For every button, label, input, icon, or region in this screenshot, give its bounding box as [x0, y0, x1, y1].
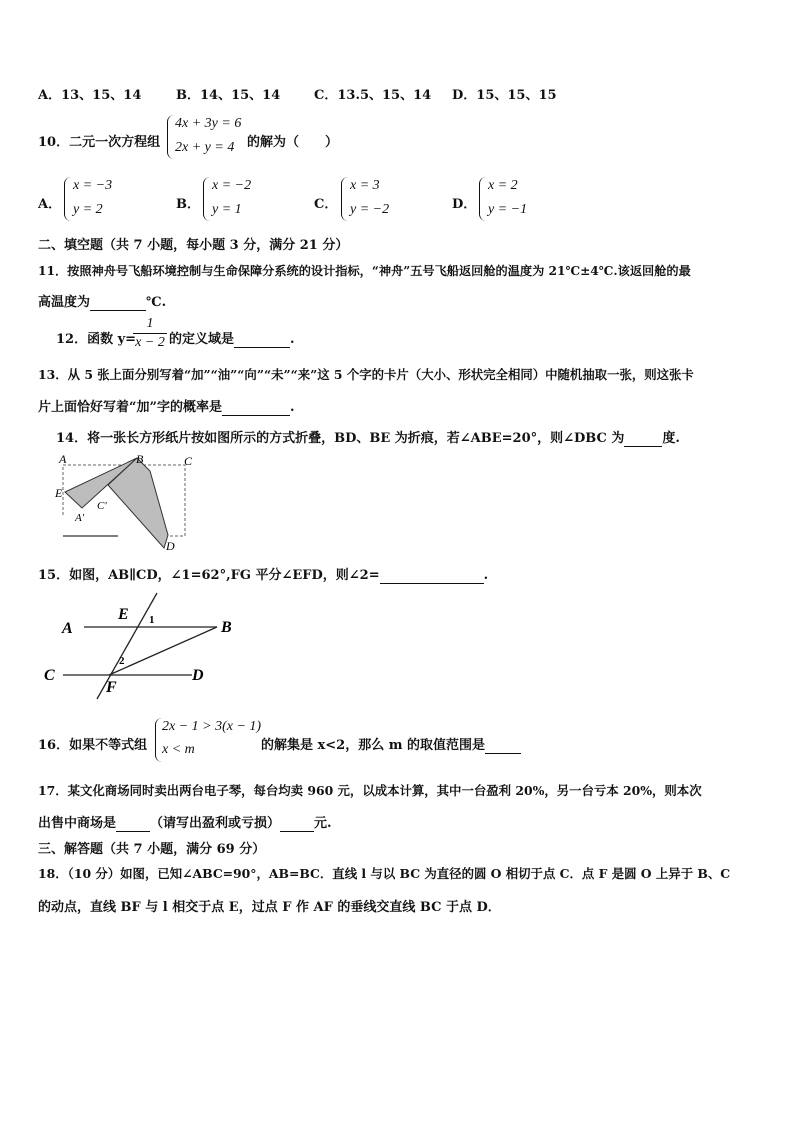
- q10-option-d-brace: [479, 177, 486, 221]
- q12-fraction: [133, 316, 167, 351]
- q16-suffix: 的解集是 x<2，那么 m 的取值范围是: [261, 738, 486, 753]
- q12-prefix: 12．函数 y=: [56, 332, 137, 347]
- q9-option-a: A．13、15、14: [38, 88, 142, 103]
- q10-option-a-eq1: x = −3: [73, 178, 113, 193]
- q12-denominator: x − 2: [135, 335, 165, 350]
- fig15-label-a: A: [62, 620, 73, 637]
- q9-option-b: B．14、15、14: [176, 88, 281, 103]
- q18-line1: 18．（10 分）如图，已知∠ABC=90°，AB=BC．直线 l 与以 BC 为直径的圆 O 相切于点 C．点 F 是圆 O 上异于 B、C: [38, 866, 731, 881]
- q10-brace: [167, 115, 174, 159]
- fig14-label-a: A: [59, 452, 67, 466]
- q13-line2-text: 片上面恰好写着“加”字的概率是: [38, 400, 222, 415]
- q11-line1: 11．按照神舟号飞船环境控制与生命保障分系统的设计指标，“神舟”五号飞船返回舱的温度为 21℃±4℃.该返回舱的最: [38, 264, 691, 278]
- q10-prefix: 10．二元一次方程组: [38, 135, 161, 150]
- q14-text: [56, 427, 680, 447]
- q9-option-c: C．13.5、15、14: [314, 88, 432, 103]
- fig15-label-e: E: [118, 606, 129, 623]
- fig14-label-e: E: [55, 486, 63, 500]
- q13-line1: 13．从 5 张上面分别写着“加”“油”“向”“未”“来”这 5 个字的卡片（大小、形状完全相同）中随机抽取一张，则这张卡: [38, 367, 694, 382]
- q9-option-d: D．15、15、15: [452, 88, 557, 103]
- q16-eq1: 2x − 1 > 3(x − 1): [162, 719, 262, 734]
- q16-brace: [155, 718, 162, 762]
- q11-unit: ℃.: [146, 295, 167, 310]
- q14-unit: 度.: [662, 431, 680, 446]
- q10-option-c-brace: [341, 177, 348, 221]
- q13-answer-blank: [222, 400, 290, 416]
- fig14-label-c-prime: C′: [97, 500, 107, 512]
- q17-line2: [38, 812, 332, 832]
- q10-option-d-eq1: x = 2: [488, 178, 518, 193]
- q15-answer-blank: [380, 568, 484, 584]
- q10-option-a-eq2: y = 2: [73, 202, 103, 217]
- q12-suffix: 的定义域是: [169, 332, 235, 347]
- q10-option-c-eq1: x = 3: [350, 178, 380, 193]
- q10-option-a-label: A．: [38, 197, 62, 212]
- q12-answer-blank: [234, 332, 290, 348]
- fig14-folding-diagram: [50, 449, 200, 559]
- q14-answer-blank: [624, 431, 662, 447]
- fig14-label-c: C: [184, 454, 193, 468]
- q16-suffix-line: [261, 734, 521, 754]
- q12-suffix-line: [169, 328, 295, 348]
- q15-question: 15．如图，AB∥CD，∠1=62°,FG 平分∠EFD，则∠2=: [38, 568, 380, 583]
- fig14-label-a-prime: A′: [75, 512, 85, 524]
- q10-option-a-brace: [64, 177, 71, 221]
- q10-option-b-eq2: y = 1: [212, 202, 242, 217]
- q10-option-d-label: D．: [452, 197, 477, 212]
- q10-option-b-eq1: x = −2: [212, 178, 252, 193]
- q10-suffix: 的解为（ ）: [247, 135, 339, 150]
- fig15-label-b: B: [221, 619, 232, 636]
- q17-unit: 元.: [314, 816, 332, 831]
- q10-eq1: 4x + 3y = 6: [175, 116, 242, 131]
- q17-blank-2: [280, 816, 314, 832]
- q15-end: .: [483, 568, 489, 583]
- q10-option-d-eq2: y = −1: [488, 202, 528, 217]
- q13-line2: [38, 396, 295, 416]
- q11-line2: [38, 291, 166, 311]
- q18-line2: 的动点，直线 BF 与 l 相交于点 E，过点 F 作 AF 的垂线交直线 BC 于点 D．: [38, 900, 501, 915]
- q16-answer-blank: [485, 738, 521, 754]
- fig14-label-b: B: [136, 452, 144, 466]
- fig15-label-f: F: [106, 679, 117, 696]
- q12-fraction-bar: [133, 333, 167, 334]
- q16-prefix: 16．如果不等式组: [38, 738, 148, 753]
- q16-eq2: x < m: [162, 742, 195, 757]
- fig15-label-d: D: [192, 667, 204, 684]
- fig14-label-d: D: [166, 539, 175, 553]
- q10-option-b-brace: [203, 177, 210, 221]
- q12-end: .: [290, 332, 295, 347]
- q10-option-c-label: C．: [314, 197, 338, 212]
- fig15-label-c: C: [44, 667, 55, 684]
- q17-hint: （请写出盈利或亏损）: [150, 816, 281, 831]
- q12-numerator: 1: [146, 316, 154, 331]
- q15-text: [38, 564, 488, 584]
- q10-option-b-label: B．: [176, 197, 200, 212]
- q17-line1: 17．某文化商场同时卖出两台电子琴，每台均卖 960 元，以成本计算，其中一台盈利 20%，另一台亏本 20%，则本次: [38, 783, 702, 798]
- fig15-parallel-lines-diagram: [40, 590, 240, 702]
- q11-answer-blank: [90, 295, 146, 311]
- q14-question: 14．将一张长方形纸片按如图所示的方式折叠，BD、BE 为折痕，若∠ABE=20°，则∠DBC 为: [56, 431, 625, 446]
- q17-line2-text: 出售中商场是: [38, 816, 117, 831]
- q13-end: .: [289, 400, 295, 415]
- q10-option-c-eq2: y = −2: [350, 202, 390, 217]
- section2-header: 二、填空题（共 7 小题，每小题 3 分，满分 21 分）: [38, 238, 349, 253]
- section3-header: 三、解答题（共 7 小题，满分 69 分）: [38, 842, 266, 857]
- q11-line2-text: 高温度为: [38, 295, 91, 310]
- fig15-angle-1: 1: [149, 614, 155, 626]
- q10-eq2: 2x + y = 4: [175, 140, 235, 155]
- fig15-angle-2: 2: [119, 655, 125, 667]
- q17-blank-1: [116, 816, 150, 832]
